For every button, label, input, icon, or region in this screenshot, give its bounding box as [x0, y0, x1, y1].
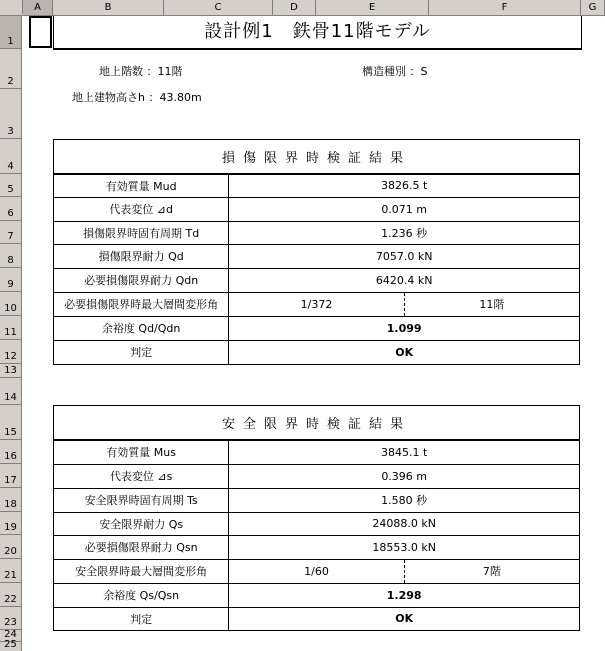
- safety-label: 有効質量 Mus: [54, 440, 229, 464]
- column-header-d[interactable]: D: [273, 0, 316, 15]
- safety-label: 代表変位 ⊿s: [54, 464, 229, 488]
- row-header[interactable]: 18: [0, 488, 22, 512]
- damage-label: 損傷限界耐力 Qd: [54, 244, 229, 268]
- select-all-corner[interactable]: [0, 0, 23, 14]
- row-header[interactable]: 11: [0, 316, 22, 340]
- safety-margin-value: 1.298: [229, 583, 580, 607]
- column-header-e[interactable]: E: [316, 0, 429, 15]
- damage-judge-value: OK: [229, 340, 580, 364]
- damage-value: 6420.4 kN: [229, 268, 580, 292]
- table-row: [54, 512, 580, 535]
- row-header[interactable]: 22: [0, 583, 22, 607]
- table-row: [54, 559, 580, 583]
- damage-value: 1.236 秒: [229, 221, 580, 244]
- table-row: [54, 488, 580, 512]
- damage-margin-label: 余裕度 Qd/Qdn: [54, 316, 229, 340]
- safety-drift-floor: 7階: [404, 559, 579, 583]
- row-header[interactable]: 9: [0, 268, 22, 292]
- table-row: [54, 535, 580, 559]
- row-header[interactable]: 4: [0, 139, 22, 174]
- damage-value: 3826.5 t: [229, 174, 580, 197]
- sheet-title: 設計例1 鉄骨11階モデル: [53, 16, 582, 50]
- row-header[interactable]: 23: [0, 607, 22, 630]
- row-header[interactable]: 15: [0, 405, 22, 440]
- safety-value: 1.580 秒: [229, 488, 580, 512]
- row-header[interactable]: 3: [0, 89, 22, 139]
- column-header-f[interactable]: F: [429, 0, 581, 15]
- row-header[interactable]: 2: [0, 49, 22, 89]
- row-header[interactable]: 7: [0, 221, 22, 244]
- row-header[interactable]: 12: [0, 340, 22, 364]
- structure-type-info: 構造種別 ：S: [362, 65, 428, 78]
- safety-drift-label: 安全限界時最大層間変形角: [54, 559, 229, 583]
- table-row: [54, 268, 580, 292]
- damage-limit-header: 損傷限界時検証結果: [54, 140, 580, 175]
- damage-value: 7057.0 kN: [229, 244, 580, 268]
- safety-judge-label: 判定: [54, 607, 229, 630]
- safety-label: 必要損傷限界耐力 Qsn: [54, 535, 229, 559]
- damage-drift-value: 1/372: [229, 292, 404, 316]
- damage-drift-label: 必要損傷限界時最大層間変形角: [54, 292, 229, 316]
- row-header[interactable]: 16: [0, 440, 22, 464]
- safety-drift-value: 1/60: [229, 559, 404, 583]
- safety-value: 3845.1 t: [229, 440, 580, 464]
- damage-label: 代表変位 ⊿d: [54, 197, 229, 221]
- safety-limit-table: [53, 405, 580, 631]
- building-height-info: 地上建物高さh ：43.80m: [72, 91, 202, 104]
- floors-info: 地上階数 ：11階: [99, 65, 183, 78]
- column-header-a[interactable]: A: [23, 0, 53, 15]
- safety-value: 0.396 m: [229, 464, 580, 488]
- damage-limit-table: [53, 139, 580, 365]
- table-row: [54, 340, 580, 364]
- column-header-b[interactable]: B: [53, 0, 164, 15]
- row-header[interactable]: 8: [0, 244, 22, 268]
- active-cell-a1[interactable]: [29, 16, 52, 48]
- row-header[interactable]: 13: [0, 364, 22, 378]
- table-row: [54, 292, 580, 316]
- row-header[interactable]: 10: [0, 292, 22, 316]
- row-header[interactable]: 5: [0, 174, 22, 197]
- table-row: [54, 440, 580, 464]
- safety-judge-value: OK: [229, 607, 580, 630]
- row-header[interactable]: 6: [0, 197, 22, 221]
- table-row: [54, 316, 580, 340]
- table-row: [54, 464, 580, 488]
- column-header-g[interactable]: G: [581, 0, 605, 15]
- safety-value: 24088.0 kN: [229, 512, 580, 535]
- table-row: [54, 221, 580, 244]
- safety-margin-label: 余裕度 Qs/Qsn: [54, 583, 229, 607]
- damage-label: 有効質量 Mud: [54, 174, 229, 197]
- safety-value: 18553.0 kN: [229, 535, 580, 559]
- row-header[interactable]: 19: [0, 512, 22, 535]
- row-header[interactable]: 25: [0, 642, 22, 651]
- row-header[interactable]: 1: [0, 16, 22, 49]
- row-header[interactable]: 24: [0, 630, 22, 642]
- table-row: [54, 583, 580, 607]
- damage-label: 損傷限界時固有周期 Td: [54, 221, 229, 244]
- damage-drift-floor: 11階: [404, 292, 579, 316]
- safety-label: 安全限界時固有周期 Ts: [54, 488, 229, 512]
- safety-label: 安全限界耐力 Qs: [54, 512, 229, 535]
- table-row: [54, 244, 580, 268]
- table-row: [54, 197, 580, 221]
- column-header-bar: [0, 0, 605, 16]
- damage-value: 0.071 m: [229, 197, 580, 221]
- column-header-c[interactable]: C: [164, 0, 273, 15]
- safety-limit-header: 安全限界時検証結果: [54, 406, 580, 441]
- row-header[interactable]: 21: [0, 559, 22, 583]
- damage-margin-value: 1.099: [229, 316, 580, 340]
- table-row: [54, 607, 580, 630]
- row-header[interactable]: 20: [0, 535, 22, 559]
- table-row: [54, 174, 580, 197]
- row-header[interactable]: 17: [0, 464, 22, 488]
- damage-label: 必要損傷限界耐力 Qdn: [54, 268, 229, 292]
- damage-judge-label: 判定: [54, 340, 229, 364]
- row-header[interactable]: 14: [0, 378, 22, 405]
